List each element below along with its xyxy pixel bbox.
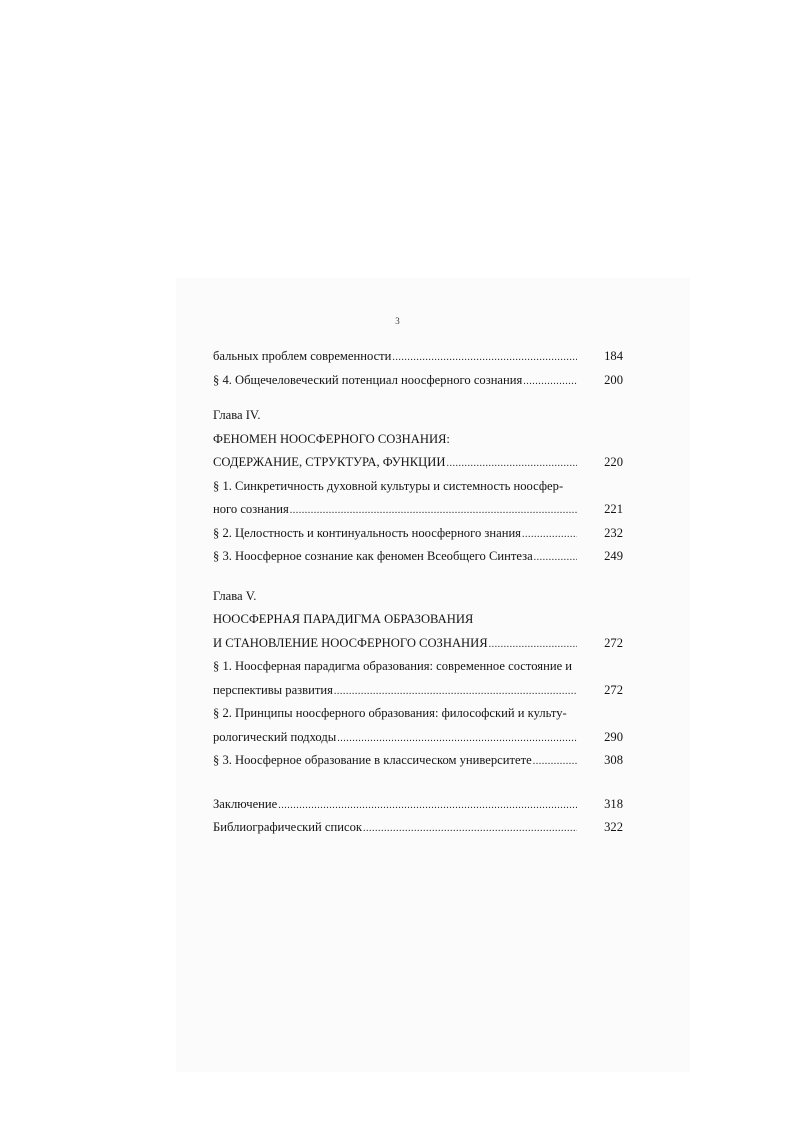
toc-entry [213, 726, 623, 750]
dot-leader [392, 346, 577, 370]
toc-entry-page: 249 [604, 549, 623, 563]
toc-entry-page: 272 [604, 682, 623, 697]
toc-entry [213, 545, 623, 569]
toc-entry-text: бальных проблем современности [213, 349, 392, 363]
dot-leader [533, 750, 577, 774]
toc-entry-text: Заключение [213, 796, 278, 811]
chapter-title: СОДЕРЖАНИЕ, СТРУКТУРА, ФУНКЦИИ [213, 455, 446, 469]
dot-leader [363, 817, 577, 841]
toc-entry-text: рологический подходы [213, 729, 337, 744]
toc-entry-page: 220 [604, 455, 623, 469]
toc-entry-text: ного сознания [213, 502, 289, 516]
toc-entry-text: § 2. Целостность и континуальность ноосферного знания [213, 525, 521, 540]
toc-entry-text: § 1. Ноосферная парадигма образования: современное состояние и [213, 659, 573, 673]
toc-entry-text: перспективы развития [213, 682, 333, 697]
toc-entry [213, 793, 623, 817]
toc-entry-page: 184 [604, 349, 623, 363]
toc-entry-text: § 3. Ноосферное сознание как феномен Всеобщего Синтеза [213, 549, 533, 563]
chapter-title: И СТАНОВЛЕНИЕ НООСФЕРНОГО СОЗНАНИЯ [213, 635, 488, 650]
toc-entry-page: 290 [604, 729, 623, 744]
toc-entry [213, 679, 623, 703]
dot-leader [523, 370, 577, 394]
toc-entry-text: Библиографический список [213, 820, 362, 834]
dot-leader [489, 633, 577, 657]
toc-entry-page: 221 [604, 502, 623, 516]
chapter-title: ФЕНОМЕН НООСФЕРНОГО СОЗНАНИЯ: [213, 431, 450, 446]
table-of-contents [213, 345, 623, 840]
toc-entry-page: 232 [604, 525, 623, 540]
toc-entry-text: § 4. Общечеловеческий потенциал ноосферного сознания [213, 372, 523, 387]
toc-entry-text: § 2. Принципы ноосферного образования: философский и культу- [213, 706, 567, 720]
toc-entry [213, 451, 623, 475]
dot-leader [534, 546, 577, 570]
toc-entry-page: 318 [604, 796, 623, 811]
toc-entry-page: 308 [604, 753, 623, 767]
toc-entry-page: 322 [604, 820, 623, 834]
dot-leader [446, 452, 577, 476]
toc-entry [213, 749, 623, 773]
dot-leader [522, 523, 577, 547]
page-number: 3 [395, 316, 400, 326]
toc-entry-text: § 3. Ноосферное образование в классическом университете [213, 753, 532, 767]
toc-entry [213, 345, 623, 369]
toc-entry [213, 632, 623, 656]
toc-entry-page: 200 [604, 372, 623, 387]
chapter-title: НООСФЕРНАЯ ПАРАДИГМА ОБРАЗОВАНИЯ [213, 612, 474, 626]
toc-entry [213, 522, 623, 546]
toc-entry-page: 272 [604, 635, 623, 650]
chapter-label: Глава IV. [213, 408, 261, 422]
toc-entry [213, 816, 623, 840]
toc-entry [213, 498, 623, 522]
dot-leader [290, 499, 577, 523]
toc-entry [213, 369, 623, 393]
dot-leader [334, 680, 577, 704]
toc-entry-text: § 1. Синкретичность духовной культуры и системность ноосфер- [213, 478, 564, 493]
dot-leader [278, 794, 577, 818]
dot-leader [337, 727, 577, 751]
chapter-label: Глава V. [213, 588, 257, 603]
